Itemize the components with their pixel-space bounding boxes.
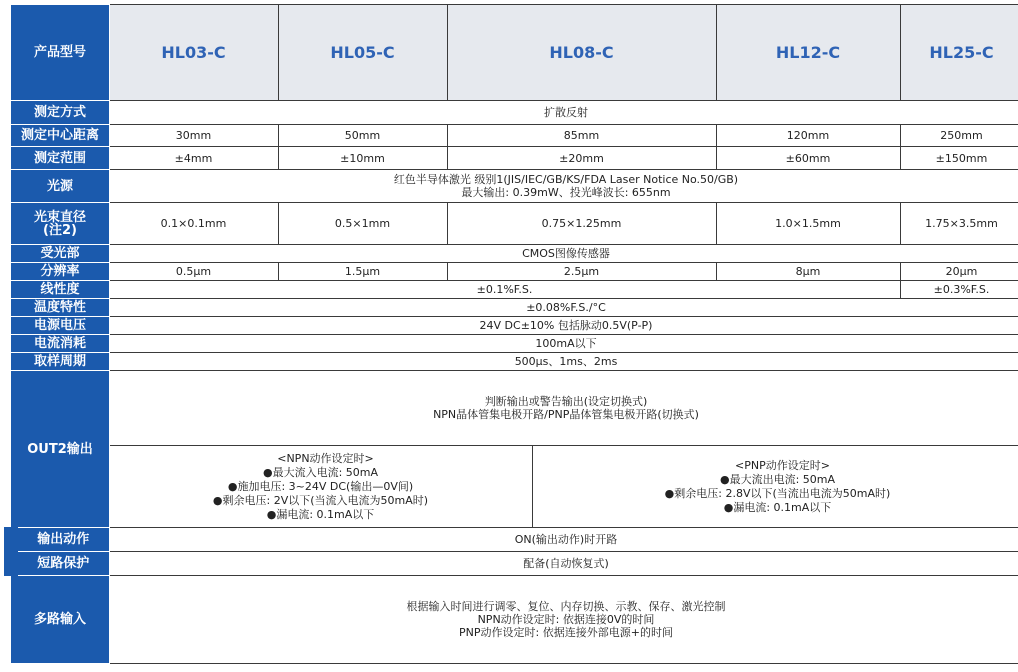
- cell-distance-hl05: 50mm: [278, 125, 447, 147]
- pnp-item: ●剩余电压: 2.8V以下(当流出电流为50mA时): [664, 486, 891, 500]
- cell-resolution-hl03: 0.5μm: [109, 263, 278, 281]
- label-current: 电流消耗: [11, 335, 109, 353]
- light-source-line1: 红色半导体激光 级别1(JIS/IEC/GB/KS/FDA Laser Notice No.50/GB): [393, 173, 739, 186]
- cell-resolution-hl05: 1.5μm: [278, 263, 447, 281]
- model-hl12: HL12-C: [716, 5, 900, 101]
- row-beam: [11, 203, 1018, 245]
- label-beam: [11, 203, 109, 245]
- row-current: [11, 335, 1018, 353]
- model-hl25: HL25-C: [900, 5, 1018, 101]
- multi-input-line1: 根据输入时间进行调零、复位、内存切换、示教、保存、激光控制: [406, 600, 726, 613]
- npn-item: ●漏电流: 0.1mA以下: [266, 507, 375, 521]
- value-method: 扩散反射: [109, 101, 1018, 125]
- label-power: 电源电压: [11, 317, 109, 335]
- row-center-distance: [11, 125, 1018, 147]
- cell-distance-hl25: 250mm: [900, 125, 1018, 147]
- model-hl05: HL05-C: [278, 5, 447, 101]
- cell-resolution-hl08: 2.5μm: [447, 263, 716, 281]
- value-out2-desc: [109, 371, 1018, 446]
- value-power: 24V DC±10% 包括脉动0.5V(P-P): [109, 317, 1018, 335]
- label-out2: OUT2输出: [11, 371, 109, 528]
- multi-input-line2: NPN动作设定时: 依据连接0V的时间: [477, 613, 655, 626]
- npn-item: ●剩余电压: 2V以下(当流入电流为50mA时): [212, 493, 429, 507]
- cell-range-hl05: ±10mm: [278, 147, 447, 170]
- label-beam-line1: 光束直径: [33, 209, 86, 225]
- header-row: [11, 5, 1018, 101]
- label-output-action: 输出动作: [11, 528, 109, 552]
- pnp-settings: [532, 446, 1018, 528]
- label-multi-input: 多路输入: [11, 576, 109, 664]
- npn-heading: <NPN动作设定时>: [277, 451, 374, 465]
- label-linearity: 线性度: [11, 281, 109, 299]
- row-output-action: [11, 528, 1018, 552]
- cell-beam-hl08: 0.75×1.25mm: [447, 203, 716, 245]
- cell-resolution-hl12: 8μm: [716, 263, 900, 281]
- label-receiver: 受光部: [11, 245, 109, 263]
- row-sampling: [11, 353, 1018, 371]
- value-short-protect: 配备(自动恢复式): [109, 552, 1018, 576]
- row-short-protect: [11, 552, 1018, 576]
- cell-distance-hl08: 85mm: [447, 125, 716, 147]
- value-temperature: ±0.08%F.S./°C: [109, 299, 1018, 317]
- pnp-heading: <PNP动作设定时>: [735, 458, 830, 472]
- row-linearity: [11, 281, 1018, 299]
- out2-line2: NPN晶体管集电极开路/PNP晶体管集电极开路(切换式): [433, 408, 699, 421]
- cell-range-hl12: ±60mm: [716, 147, 900, 170]
- multi-input-line3: PNP动作设定时: 依据连接外部电源+的时间: [459, 626, 673, 639]
- cell-distance-hl03: 30mm: [109, 125, 278, 147]
- label-range: 测定范围: [11, 147, 109, 170]
- model-hl03: HL03-C: [109, 5, 278, 101]
- cell-beam-hl25: 1.75×3.5mm: [900, 203, 1018, 245]
- row-multi-input: [11, 576, 1018, 664]
- cell-beam-hl03: 0.1×0.1mm: [109, 203, 278, 245]
- cell-distance-hl12: 120mm: [716, 125, 900, 147]
- row-power: [11, 317, 1018, 335]
- model-hl08: HL08-C: [447, 5, 716, 101]
- npn-settings: [109, 446, 532, 528]
- pnp-item: ●漏电流: 0.1mA以下: [723, 500, 832, 514]
- pnp-item: ●最大流出电流: 50mA: [719, 472, 836, 486]
- out2-line1: 判断输出或警告输出(设定切换式): [484, 395, 648, 408]
- row-resolution: [11, 263, 1018, 281]
- label-resolution: 分辨率: [11, 263, 109, 281]
- cell-beam-hl05: 0.5×1mm: [278, 203, 447, 245]
- spec-table: [4, 4, 1018, 664]
- light-source-line2: 最大输出: 0.39mW、投光峰波长: 655nm: [461, 186, 671, 199]
- row-receiver: [11, 245, 1018, 263]
- label-method: 测定方式: [11, 101, 109, 125]
- label-light-source: 光源: [11, 170, 109, 203]
- row-method: [11, 101, 1018, 125]
- value-linearity-a: ±0.1%F.S.: [109, 281, 900, 299]
- cell-beam-hl12: 1.0×1.5mm: [716, 203, 900, 245]
- row-out2-detail: [11, 446, 1018, 528]
- value-sampling: 500μs、1ms、2ms: [109, 353, 1018, 371]
- row-temperature: [11, 299, 1018, 317]
- cell-range-hl25: ±150mm: [900, 147, 1018, 170]
- cell-range-hl03: ±4mm: [109, 147, 278, 170]
- npn-item: ●施加电压: 3~24V DC(输出—0V间): [227, 479, 414, 493]
- model-label: 产品型号: [11, 5, 109, 101]
- row-range: [11, 147, 1018, 170]
- label-short-protect: 短路保护: [11, 552, 109, 576]
- row-light-source: [11, 170, 1018, 203]
- value-multi-input: [109, 576, 1018, 664]
- label-temperature: 温度特性: [11, 299, 109, 317]
- label-beam-line2: (注2): [43, 222, 77, 238]
- label-center-distance: 测定中心距离: [11, 125, 109, 147]
- value-output-action: ON(输出动作)时开路: [109, 528, 1018, 552]
- row-out2-desc: [11, 371, 1018, 446]
- label-sampling: 取样周期: [11, 353, 109, 371]
- cell-range-hl08: ±20mm: [447, 147, 716, 170]
- value-light-source: [109, 170, 1018, 203]
- npn-item: ●最大流入电流: 50mA: [262, 465, 379, 479]
- value-receiver: CMOS图像传感器: [109, 245, 1018, 263]
- value-current: 100mA以下: [109, 335, 1018, 353]
- cell-resolution-hl25: 20μm: [900, 263, 1018, 281]
- value-linearity-b: ±0.3%F.S.: [900, 281, 1018, 299]
